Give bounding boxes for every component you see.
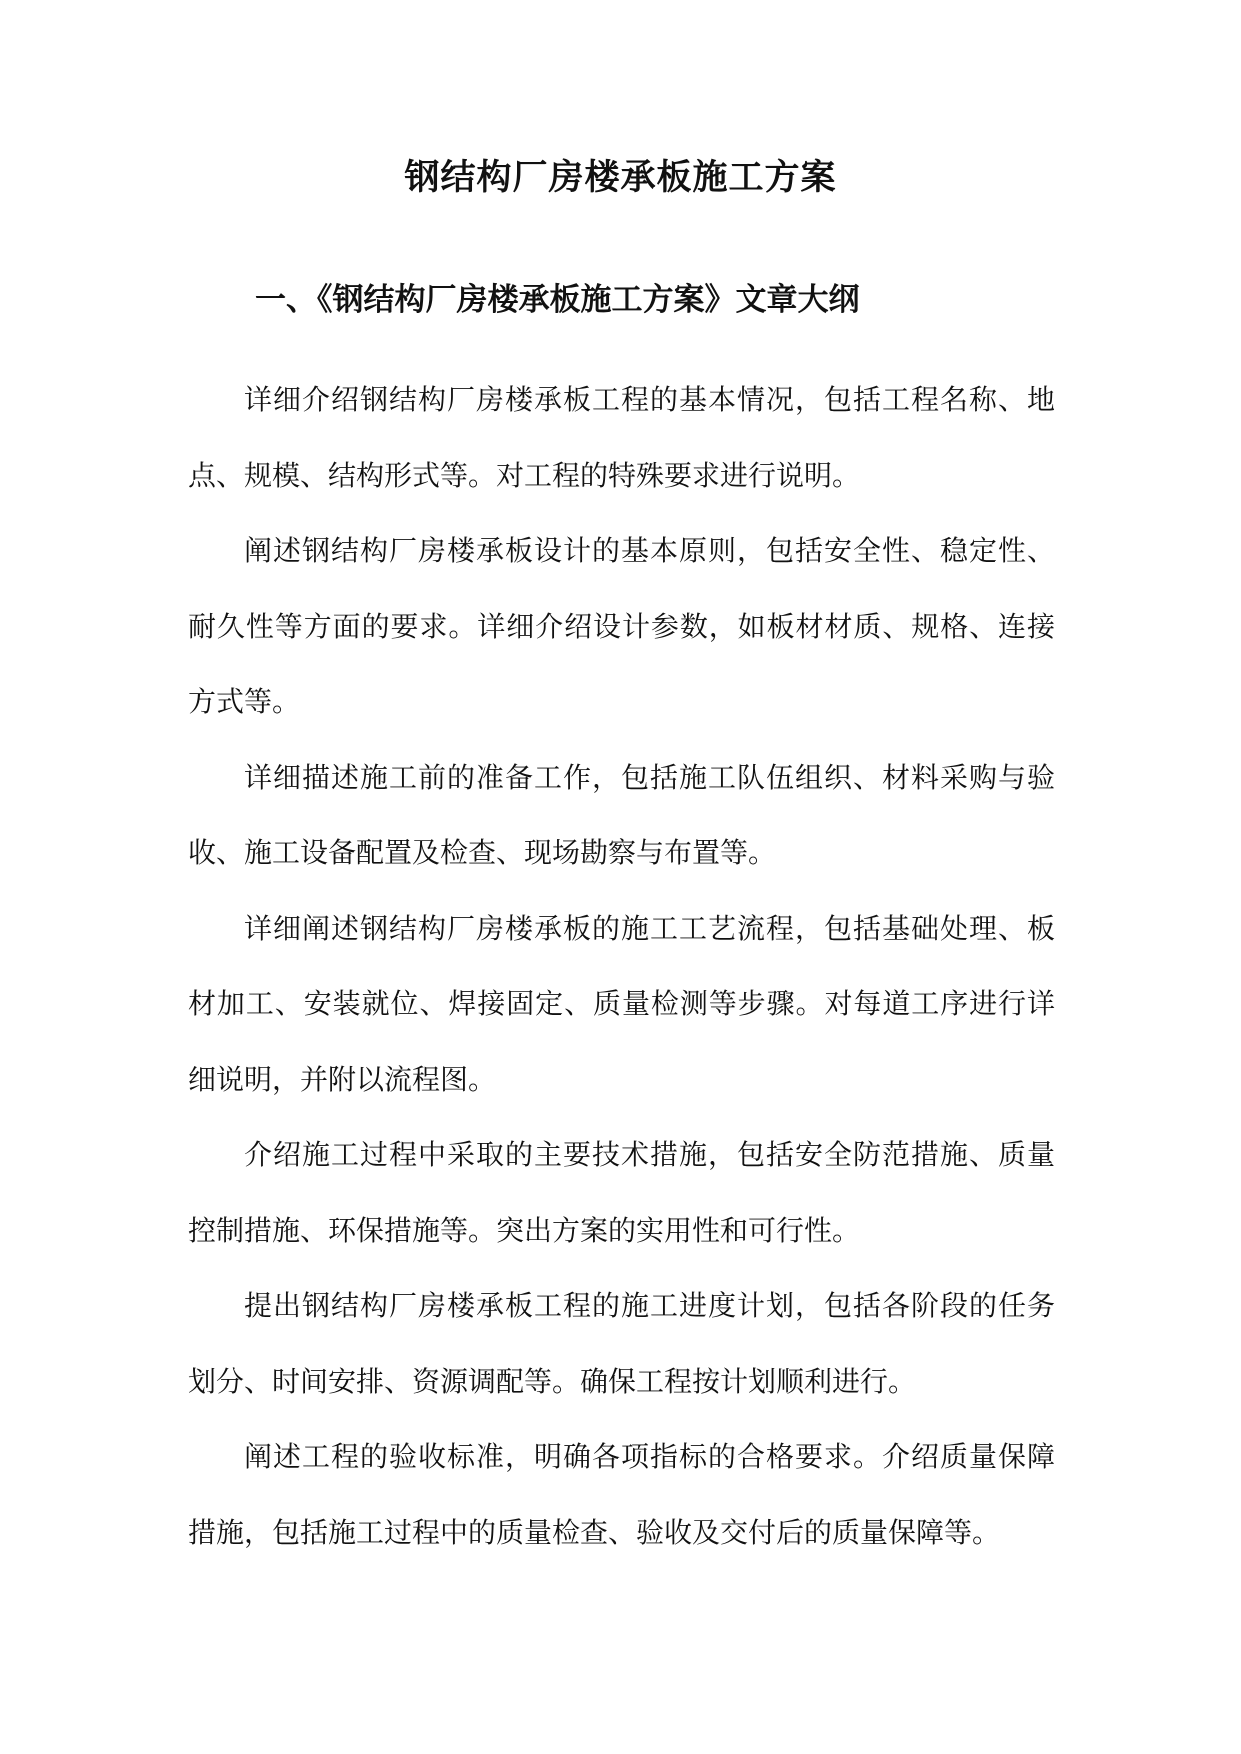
document-title: 钢结构厂房楼承板施工方案 [404, 157, 837, 198]
paragraph-project-overview: 详细介绍钢结构厂房楼承板工程的基本情况，包括工程名称、地点、规模、结构形式等。对工程的特殊要求进行说明。 [188, 383, 1055, 492]
section-heading: 一、《钢结构厂房楼承板施工方案》文章大纲 [255, 282, 860, 318]
paragraph-design-principles: 阐述钢结构厂房楼承板设计的基本原则，包括安全性、稳定性、耐久性等方面的要求。详细介绍设计参数，如板材材质、规格、连接方式等。 [188, 534, 1055, 718]
document-body [188, 362, 1055, 1570]
paragraph-technical-measures: 介绍施工过程中采取的主要技术措施，包括安全防范措施、质量控制措施、环保措施等。突出方案的实用性和可行性。 [188, 1138, 1055, 1247]
paragraph-preparation: 详细描述施工前的准备工作，包括施工队伍组织、材料采购与验收、施工设备配置及检查、现场勘察与布置等。 [188, 760, 1055, 869]
paragraph-acceptance: 阐述工程的验收标准，明确各项指标的合格要求。介绍质量保障措施，包括施工过程中的质量检查、验收及交付后的质量保障等。 [188, 1440, 1055, 1549]
paragraph-process-flow: 详细阐述钢结构厂房楼承板的施工工艺流程，包括基础处理、板材加工、安装就位、焊接固定、质量检测等步骤。对每道工序进行详细说明，并附以流程图。 [188, 911, 1055, 1096]
paragraph-schedule: 提出钢结构厂房楼承板工程的施工进度计划，包括各阶段的任务划分、时间安排、资源调配等。确保工程按计划顺利进行。 [188, 1289, 1055, 1398]
